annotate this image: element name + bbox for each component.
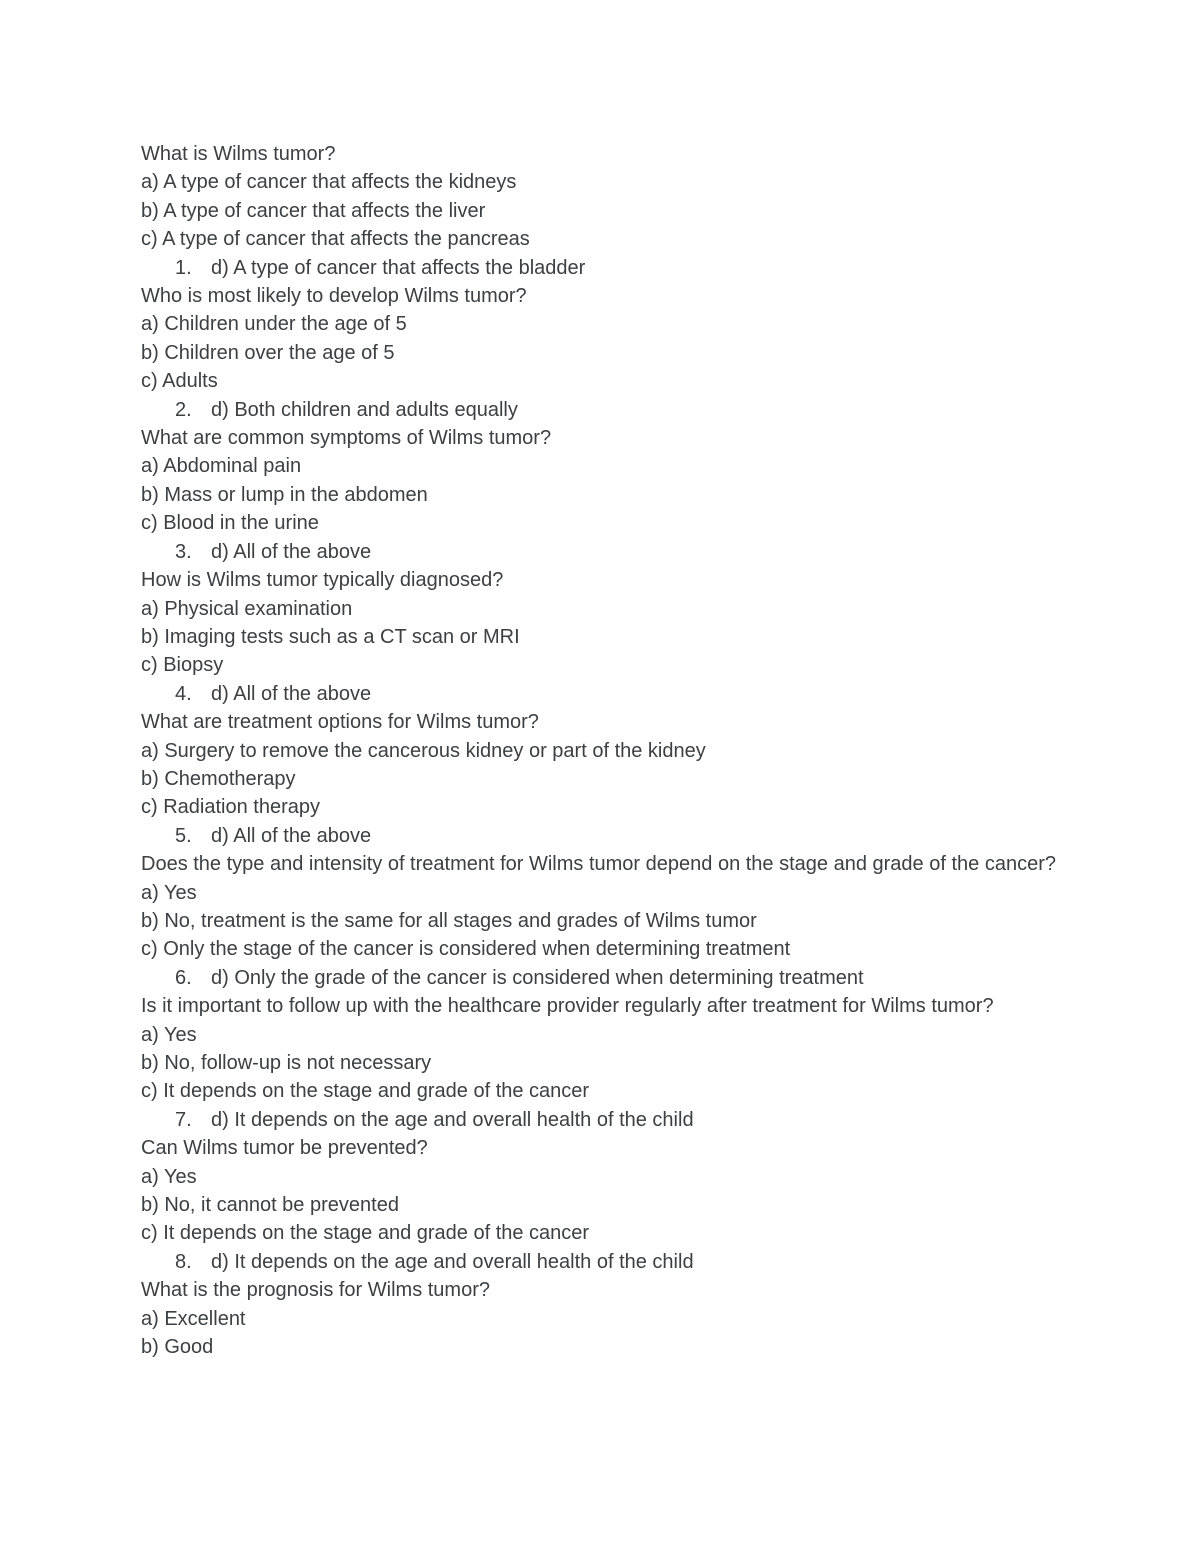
question-text: Does the type and intensity of treatment for Wilms tumor depend on the stage and grade of the cancer? — [141, 853, 1056, 876]
option-c: c) It depends on the stage and grade of the cancer — [141, 1080, 590, 1103]
option-a: a) Yes — [141, 1165, 197, 1188]
question-text: How is Wilms tumor typically diagnosed? — [141, 569, 504, 592]
option-d-line — [141, 1106, 1061, 1134]
option-c: c) Biopsy — [141, 654, 224, 677]
option-d-line — [141, 396, 1061, 424]
option-b: b) Children over the age of 5 — [141, 341, 395, 364]
option-c: c) Blood in the urine — [141, 512, 319, 535]
question-text: What is the prognosis for Wilms tumor? — [141, 1279, 490, 1302]
question-block-5 — [141, 708, 1061, 850]
option-d: d) All of the above — [211, 682, 372, 705]
option-b: b) Imaging tests such as a CT scan or MRI — [141, 625, 520, 648]
option-d-line — [141, 538, 1061, 566]
option-b: b) No, treatment is the same for all stages and grades of Wilms tumor — [141, 909, 757, 932]
question-text: What is Wilms tumor? — [141, 143, 336, 165]
option-a: a) Yes — [141, 1023, 197, 1046]
option-d: d) It depends on the age and overall health of the child — [211, 1108, 694, 1131]
question-text: Is it important to follow up with the healthcare provider regularly after treatment for Wilms tumor? — [141, 995, 994, 1018]
question-block-3 — [141, 424, 1061, 566]
option-a: a) Excellent — [141, 1307, 246, 1330]
question-block-1 — [141, 140, 1061, 282]
list-number: 6. — [175, 966, 192, 989]
list-number: 5. — [175, 824, 192, 847]
option-c: c) Adults — [141, 370, 218, 393]
list-number: 1. — [175, 256, 192, 279]
option-c: c) Radiation therapy — [141, 796, 320, 819]
option-d-line — [141, 254, 1061, 282]
list-number: 7. — [175, 1108, 192, 1131]
option-a: a) Abdominal pain — [141, 455, 302, 478]
option-b: b) Chemotherapy — [141, 767, 296, 790]
option-d: d) All of the above — [211, 824, 372, 847]
question-text: What are treatment options for Wilms tumor? — [141, 711, 539, 734]
option-b: b) No, follow-up is not necessary — [141, 1052, 432, 1074]
option-d-line — [141, 964, 1061, 992]
option-d-line — [141, 822, 1061, 850]
option-d: d) A type of cancer that affects the bladder — [211, 256, 586, 279]
option-c: c) It depends on the stage and grade of the cancer — [141, 1222, 590, 1245]
option-b: b) No, it cannot be prevented — [141, 1194, 399, 1217]
option-c: c) A type of cancer that affects the pancreas — [141, 228, 530, 251]
option-d-line — [141, 680, 1061, 708]
option-b: b) A type of cancer that affects the liver — [141, 199, 486, 222]
option-d: d) Both children and adults equally — [211, 398, 518, 421]
option-c: c) Only the stage of the cancer is considered when determining treatment — [141, 938, 791, 961]
quiz-content — [141, 140, 1061, 1361]
option-a: a) Surgery to remove the cancerous kidney or part of the kidney — [141, 739, 706, 762]
question-block-9 — [141, 1276, 1061, 1361]
question-block-8 — [141, 1134, 1061, 1276]
question-text: What are common symptoms of Wilms tumor? — [141, 427, 552, 450]
list-number: 8. — [175, 1250, 192, 1273]
list-number: 4. — [175, 682, 192, 705]
option-a: a) Children under the age of 5 — [141, 313, 407, 336]
option-d: d) All of the above — [211, 540, 372, 563]
option-a: a) A type of cancer that affects the kidneys — [141, 171, 517, 194]
option-d: d) Only the grade of the cancer is considered when determining treatment — [211, 966, 864, 989]
question-block-4 — [141, 566, 1061, 708]
question-block-6 — [141, 850, 1061, 992]
option-d: d) It depends on the age and overall health of the child — [211, 1250, 694, 1273]
question-text: Can Wilms tumor be prevented? — [141, 1137, 428, 1160]
option-a: a) Physical examination — [141, 597, 353, 620]
list-number: 3. — [175, 540, 192, 563]
question-text: Who is most likely to develop Wilms tumor? — [141, 285, 527, 308]
option-d-line — [141, 1248, 1061, 1276]
option-a: a) Yes — [141, 881, 197, 904]
list-number: 2. — [175, 398, 192, 421]
option-b: b) Mass or lump in the abdomen — [141, 483, 428, 506]
question-block-7 — [141, 992, 1061, 1134]
option-b: b) Good — [141, 1336, 214, 1359]
question-block-2 — [141, 282, 1061, 424]
